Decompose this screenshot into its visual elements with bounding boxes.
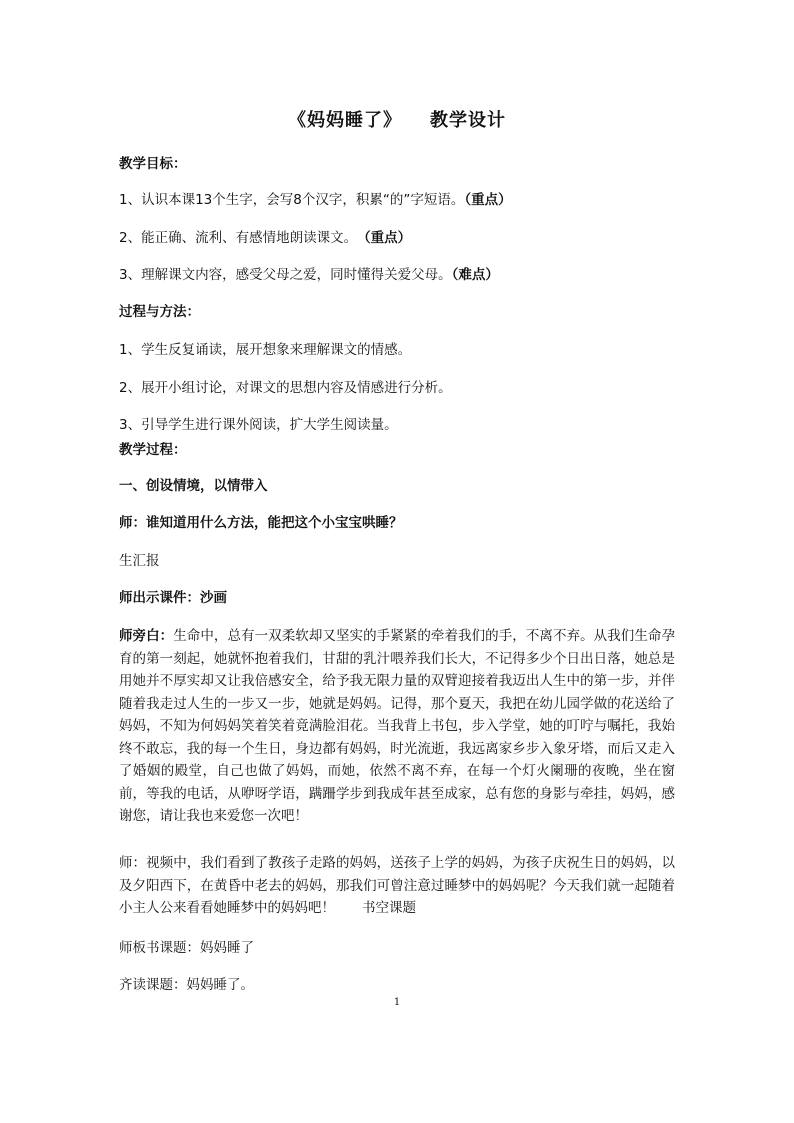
document-title <box>0 106 794 132</box>
narration-paragraph <box>119 625 675 828</box>
student-report: 生汇报 <box>119 553 160 569</box>
narration-label: 师旁白： <box>119 628 174 644</box>
methods-heading: 过程与方法： <box>119 304 200 320</box>
title-sub: 教学设计 <box>430 110 506 131</box>
objective-tag: （重点） <box>363 230 412 246</box>
objective-item-2 <box>119 228 411 248</box>
method-item-1: 1、学生反复诵读，展开想象来理解课文的情感。 <box>119 342 412 358</box>
process-heading: 教学过程： <box>119 442 187 458</box>
method-item-2: 2、展开小组讨论，对课文的思想内容及情感进行分析。 <box>119 380 452 396</box>
objective-text: 1、认识本课13个生字，会写8个汉字，积累“的”字短语。 <box>119 192 465 208</box>
objective-item-1 <box>119 190 512 210</box>
title-main: 《妈妈睡了》 <box>288 110 402 131</box>
objective-text: 3、理解课文内容，感受父母之爱，同时懂得关爱父母。 <box>119 267 452 283</box>
page-number: 1 <box>393 997 401 1008</box>
teacher-question: 师：谁知道用什么方法，能把这个小宝宝哄睡？ <box>119 515 403 531</box>
objective-tag: （难点） <box>451 267 499 283</box>
courseware-note: 师出示课件：沙画 <box>119 590 227 606</box>
section-heading-1: 一、创设情境，以情带入 <box>119 478 268 494</box>
read-title: 齐读课题：妈妈睡了。 <box>119 977 254 993</box>
narration-text: 生命中，总有一双柔软却又坚实的手紧紧的牵着我们的手，不离不弃。从我们生命孕育的第一刻起，她就怀抱着我们，甘甜的乳汁喂养我们长大，不记得多少个日出日落，她总是用她并不厚实却又让我倍感安全，给予我无限力量的双臂迎接着我迈出人生中的第一步，并伴随着我走过人生的一步又一步，她就是妈妈。记得，那个夏天，我把在幼儿园学做的花送给了妈妈，不知为何妈妈笑着笑着竟满脸泪花。当我背上书包，步入学堂，她的叮咛与嘱托，我始终不敢忘，我的每一个生日，身边都有妈妈，时光流逝，我远离家乡步入象牙塔，而后又走入了婚姻的殿堂，自己也做了妈妈，而她，依然不离不弃，在每一个灯火阑珊的夜晚，坐在窗前，等我的电话，从咿呀学语，蹒跚学步到我成年甚至成家，总有您的身影与牵挂，妈妈，感谢您，请让我也来爱您一次吧！ <box>119 628 675 824</box>
objective-item-3 <box>119 265 499 285</box>
objective-tag: （重点） <box>464 192 512 208</box>
objective-text: 2、能正确、流利、有感情地朗读课文。 <box>119 230 364 246</box>
board-title: 师板书课题：妈妈睡了 <box>119 940 254 956</box>
objectives-heading: 教学目标： <box>119 156 187 172</box>
method-item-3: 3、引导学生进行课外阅读，扩大学生阅读量。 <box>119 417 398 433</box>
teacher-video-paragraph: 师：视频中，我们看到了教孩子走路的妈妈，送孩子上学的妈妈，为孩子庆祝生日的妈妈，以及夕阳西下，在黄昏中老去的妈妈，那我们可曾注意过睡梦中的妈妈呢？今天我们就一起随着小主人公来看看她睡梦中的妈妈吧！ 书空课题 <box>119 855 675 916</box>
